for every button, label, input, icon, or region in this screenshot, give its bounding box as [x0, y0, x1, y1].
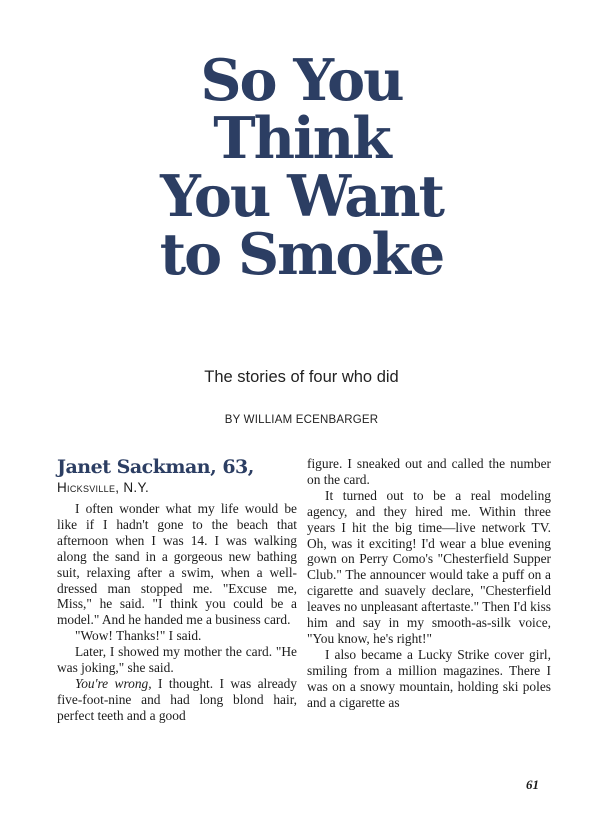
paragraph: Later, I showed my mother the card. "He was joking," she said.: [57, 644, 297, 676]
paragraph: It turned out to be a real modeling agency, and they hired me. Within three years I hit the big time—live network TV. Oh, was it exciting! I'd wear a blue evening gown on Perry Como's "Chesterfield Supper Club." The announcer would take a puff on a cigarette and suavely declare, "Chesterfield leaves no unpleasant aftertaste." Then I'd kiss him and say in my smooth-as-silk voice, "You know, he's right!": [307, 487, 551, 646]
paragraph: figure. I sneaked out and called the number on the card.: [307, 456, 551, 487]
title-line: Think: [213, 105, 390, 172]
person-place: Hicksville, N.Y.: [57, 480, 150, 495]
paragraph: I often wonder what my life would be like if I hadn't gone to the beach that afternoon when I was 14. I was walking along the sand in a gorgeous new bathing suit, relaxing after a swim, when a well-dressed man stopped me. "Excuse me, Miss," he said. "I think you could be a model." And he handed me a business card.: [57, 501, 297, 628]
article-title: [0, 47, 603, 288]
title-line: to Smoke: [159, 221, 444, 288]
title-line: You Want: [160, 163, 443, 230]
paragraph: [57, 676, 297, 724]
person-name: Janet Sackman, 63,: [57, 456, 254, 478]
paragraph: "Wow! Thanks!" I said.: [75, 628, 202, 644]
paragraph: I also became a Lucky Strike cover girl, smiling from a million magazines. There I was on a snowy mountain, holding ski poles and a cigarette as: [307, 646, 551, 710]
italic-lead: You're wrong,: [75, 675, 152, 691]
article-subtitle: The stories of four who did: [204, 368, 399, 386]
right-column: [307, 456, 551, 711]
byline: BY WILLIAM ECENBARGER: [224, 414, 379, 426]
paragraph-text: I thought. I was already five-foot-nine and had long blond hair, perfect teeth and a good: [57, 675, 297, 723]
title-line: So You: [200, 47, 403, 114]
page-number: 61: [526, 777, 539, 792]
left-column: [57, 456, 297, 724]
